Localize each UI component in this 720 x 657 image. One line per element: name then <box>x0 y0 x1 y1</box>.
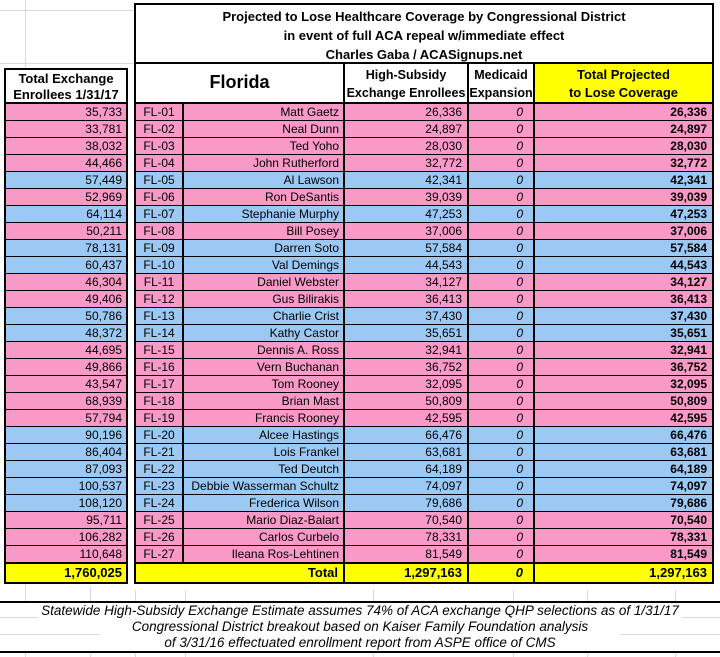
district-row <box>136 495 712 512</box>
left-table-header-cell <box>6 70 126 104</box>
medicaid-header-line1: Medicaid <box>474 68 528 82</box>
left-header-line2: Enrollees 1/31/17 <box>13 87 119 102</box>
high-subsidy-cell[interactable]: 26,336 <box>345 104 469 120</box>
medicaid-header-cell <box>469 64 535 102</box>
district-cell[interactable]: FL-11 <box>136 274 184 290</box>
high-subsidy-cell[interactable]: 24,897 <box>345 121 469 137</box>
high-subsidy-cell[interactable]: 78,331 <box>345 529 469 545</box>
medicaid-header-line2: Expansion <box>469 86 533 100</box>
rep-name-cell[interactable]: Daniel Webster <box>184 274 345 290</box>
district-cell[interactable]: FL-08 <box>136 223 184 239</box>
exchange-enrollees-cell[interactable]: 78,131 <box>6 240 126 257</box>
medicaid-cell[interactable]: 0 <box>469 240 535 256</box>
district-row <box>136 291 712 308</box>
footnote-line3: of 3/31/16 effectuated enrollment report from ASPE office of CMS <box>164 635 556 650</box>
high-subsidy-cell[interactable]: 70,540 <box>345 512 469 528</box>
district-cell[interactable]: FL-27 <box>136 546 184 562</box>
district-cell[interactable]: FL-15 <box>136 342 184 358</box>
rep-name-cell[interactable]: Matt Gaetz <box>184 104 345 120</box>
district-cell[interactable]: FL-05 <box>136 172 184 188</box>
medicaid-cell[interactable]: 0 <box>469 291 535 307</box>
high-subsidy-cell[interactable]: 32,941 <box>345 342 469 358</box>
rep-name-cell[interactable]: Mario Diaz-Balart <box>184 512 345 528</box>
rep-name-cell[interactable]: Carlos Curbelo <box>184 529 345 545</box>
left-table-rows <box>6 104 126 563</box>
medicaid-cell[interactable]: 0 <box>469 308 535 324</box>
district-row <box>136 342 712 359</box>
total-coverage-cell[interactable]: 70,540 <box>670 513 707 527</box>
spreadsheet-gridline <box>620 634 720 635</box>
district-row <box>136 427 712 444</box>
total-coverage-cell[interactable]: 32,772 <box>670 156 707 170</box>
total-coverage-cell[interactable]: 57,584 <box>670 241 707 255</box>
total-coverage-cell[interactable]: 35,651 <box>670 326 707 340</box>
total-coverage-cell[interactable]: 36,413 <box>670 292 707 306</box>
district-row <box>136 410 712 427</box>
exchange-enrollees-cell[interactable]: 87,093 <box>6 461 126 478</box>
high-subsidy-cell[interactable]: 57,584 <box>345 240 469 256</box>
rep-name-cell[interactable]: Darren Soto <box>184 240 345 256</box>
district-cell[interactable]: FL-25 <box>136 512 184 528</box>
exchange-enrollees-cell[interactable]: 60,437 <box>6 257 126 274</box>
total-coverage-cell[interactable]: 78,331 <box>670 530 707 544</box>
medicaid-cell[interactable]: 0 <box>469 325 535 341</box>
total-medicaid-cell[interactable]: 0 <box>469 564 535 582</box>
district-row <box>136 274 712 291</box>
district-cell[interactable]: FL-07 <box>136 206 184 222</box>
medicaid-cell[interactable]: 0 <box>469 342 535 358</box>
district-row <box>136 104 712 121</box>
exchange-enrollees-cell[interactable]: 86,404 <box>6 444 126 461</box>
total-coverage-cell[interactable]: 79,686 <box>670 496 707 510</box>
rep-name-cell[interactable]: Francis Rooney <box>184 410 345 426</box>
district-cell[interactable]: FL-10 <box>136 257 184 273</box>
exchange-enrollees-cell[interactable]: 68,939 <box>6 393 126 410</box>
medicaid-cell[interactable]: 0 <box>469 376 535 392</box>
footnote <box>0 601 720 653</box>
exchange-enrollees-cell[interactable]: 52,969 <box>6 189 126 206</box>
total-coverage-cell[interactable]: 34,127 <box>670 275 707 289</box>
total-coverage-cell[interactable]: 37,430 <box>670 309 707 323</box>
exchange-enrollees-cell[interactable]: 57,794 <box>6 410 126 427</box>
total-high-subsidy-cell[interactable]: 1,297,163 <box>345 564 469 582</box>
medicaid-cell[interactable]: 0 <box>469 512 535 528</box>
rep-name-cell[interactable]: Kathy Castor <box>184 325 345 341</box>
rep-name-cell[interactable]: Ileana Ros-Lehtinen <box>184 546 345 562</box>
rep-name-cell[interactable]: Ted Yoho <box>184 138 345 154</box>
high-subsidy-cell[interactable]: 32,772 <box>345 155 469 171</box>
medicaid-cell[interactable]: 0 <box>469 206 535 222</box>
medicaid-cell[interactable]: 0 <box>469 274 535 290</box>
district-cell[interactable]: FL-02 <box>136 121 184 137</box>
title-line2: in event of full ACA repeal w/immediate effect <box>283 28 565 43</box>
high-subsidy-cell[interactable]: 50,809 <box>345 393 469 409</box>
rep-name-cell[interactable]: Tom Rooney <box>184 376 345 392</box>
medicaid-cell[interactable]: 0 <box>469 121 535 137</box>
rep-name-cell[interactable]: Gus Bilirakis <box>184 291 345 307</box>
total-label-cell[interactable]: Total <box>136 564 345 582</box>
high-subsidy-cell[interactable]: 39,039 <box>345 189 469 205</box>
spreadsheet-gridline <box>0 10 134 11</box>
total-coverage-cell[interactable]: 32,095 <box>670 377 707 391</box>
exchange-enrollees-cell[interactable]: 35,733 <box>6 104 126 121</box>
district-cell[interactable]: FL-06 <box>136 189 184 205</box>
medicaid-cell[interactable]: 0 <box>469 189 535 205</box>
left-header-line1: Total Exchange <box>18 71 114 86</box>
spreadsheet-gridline <box>0 634 100 635</box>
district-cell[interactable]: FL-20 <box>136 427 184 443</box>
exchange-enrollees-cell[interactable]: 46,304 <box>6 274 126 291</box>
rep-name-cell[interactable]: Val Demings <box>184 257 345 273</box>
high-subsidy-cell[interactable]: 37,006 <box>345 223 469 239</box>
rep-name-cell[interactable]: Ron DeSantis <box>184 189 345 205</box>
district-cell[interactable]: FL-17 <box>136 376 184 392</box>
title-line3: Charles Gaba / ACASignups.net <box>325 47 523 62</box>
district-row <box>136 257 712 274</box>
exchange-enrollees-cell[interactable]: 33,781 <box>6 121 126 138</box>
district-row <box>136 138 712 155</box>
total-coverage-cell[interactable]: 81,549 <box>670 547 707 561</box>
high-subsidy-cell[interactable]: 32,095 <box>345 376 469 392</box>
district-row <box>136 155 712 172</box>
rep-name-cell[interactable]: Ted Deutch <box>184 461 345 477</box>
state-header-cell: Florida <box>136 64 345 102</box>
rep-name-cell[interactable]: Lois Frankel <box>184 444 345 460</box>
medicaid-cell[interactable]: 0 <box>469 393 535 409</box>
footnote-line1: Statewide High-Subsidy Exchange Estimate assumes 74% of ACA exchange QHP selections as of 1/31/17 <box>41 603 679 618</box>
exchange-enrollees-cell[interactable]: 64,114 <box>6 206 126 223</box>
district-cell[interactable]: FL-04 <box>136 155 184 171</box>
exchange-enrollees-cell[interactable]: 106,282 <box>6 529 126 546</box>
district-cell[interactable]: FL-03 <box>136 138 184 154</box>
total-projected-cell[interactable]: 1,297,163 <box>649 565 707 580</box>
total-coverage-cell[interactable]: 37,006 <box>670 224 707 238</box>
total-coverage-cell[interactable]: 74,097 <box>670 479 707 493</box>
medicaid-cell[interactable]: 0 <box>469 104 535 120</box>
total-coverage-cell[interactable]: 42,595 <box>670 411 707 425</box>
total-coverage-header-line1: Total Projected <box>577 67 670 82</box>
rep-name-cell[interactable]: Vern Buchanan <box>184 359 345 375</box>
high-subsidy-cell[interactable]: 34,127 <box>345 274 469 290</box>
medicaid-cell[interactable]: 0 <box>469 172 535 188</box>
total-coverage-header-cell <box>535 64 712 102</box>
medicaid-cell[interactable]: 0 <box>469 529 535 545</box>
exchange-enrollees-cell[interactable]: 57,449 <box>6 172 126 189</box>
exchange-enrollees-cell[interactable]: 44,466 <box>6 155 126 172</box>
title-line1: Projected to Lose Healthcare Coverage by Congressional District <box>222 9 626 24</box>
spreadsheet-gridline <box>0 617 38 618</box>
district-row <box>136 308 712 325</box>
spreadsheet-gridline <box>0 63 134 64</box>
total-coverage-cell[interactable]: 64,189 <box>670 462 707 476</box>
district-cell[interactable]: FL-13 <box>136 308 184 324</box>
high-subsidy-cell[interactable]: 44,543 <box>345 257 469 273</box>
total-coverage-cell[interactable]: 24,897 <box>670 122 707 136</box>
high-subsidy-cell[interactable]: 37,430 <box>345 308 469 324</box>
district-row <box>136 376 712 393</box>
district-row <box>136 121 712 138</box>
total-coverage-cell[interactable]: 63,681 <box>670 445 707 459</box>
exchange-enrollees-cell[interactable]: 100,537 <box>6 478 126 495</box>
total-coverage-cell[interactable]: 36,752 <box>670 360 707 374</box>
medicaid-cell[interactable]: 0 <box>469 546 535 562</box>
rep-name-cell[interactable]: Alcee Hastings <box>184 427 345 443</box>
rep-name-cell[interactable]: Brian Mast <box>184 393 345 409</box>
total-coverage-cell[interactable]: 28,030 <box>670 139 707 153</box>
district-row <box>136 393 712 410</box>
district-row <box>136 240 712 257</box>
district-cell[interactable]: FL-19 <box>136 410 184 426</box>
district-row <box>136 444 712 461</box>
high-subsidy-header-line1: High-Subsidy <box>365 68 447 82</box>
district-cell[interactable]: FL-22 <box>136 461 184 477</box>
exchange-enrollees-cell[interactable]: 50,211 <box>6 223 126 240</box>
rep-name-cell[interactable]: John Rutherford <box>184 155 345 171</box>
high-subsidy-cell[interactable]: 35,651 <box>345 325 469 341</box>
exchange-enrollees-cell[interactable]: 48,372 <box>6 325 126 342</box>
rep-name-cell[interactable]: Al Lawson <box>184 172 345 188</box>
exchange-enrollees-cell[interactable]: 50,786 <box>6 308 126 325</box>
total-coverage-cell[interactable]: 42,341 <box>670 173 707 187</box>
exchange-enrollees-cell[interactable]: 95,711 <box>6 512 126 529</box>
district-row <box>136 546 712 563</box>
left-table <box>4 68 128 584</box>
high-subsidy-header-line2: Exchange Enrollees <box>346 86 466 100</box>
high-subsidy-cell[interactable]: 36,752 <box>345 359 469 375</box>
district-cell[interactable]: FL-14 <box>136 325 184 341</box>
medicaid-cell[interactable]: 0 <box>469 410 535 426</box>
rep-name-cell[interactable]: Bill Posey <box>184 223 345 239</box>
medicaid-cell[interactable]: 0 <box>469 138 535 154</box>
table-title-cell <box>136 5 712 64</box>
medicaid-cell[interactable]: 0 <box>469 155 535 171</box>
spreadsheet-gridline <box>682 617 720 618</box>
high-subsidy-cell[interactable]: 28,030 <box>345 138 469 154</box>
main-table <box>134 3 714 584</box>
district-row <box>136 206 712 223</box>
district-row <box>136 512 712 529</box>
exchange-enrollees-cell[interactable]: 110,648 <box>6 546 126 563</box>
rep-name-cell[interactable]: Charlie Crist <box>184 308 345 324</box>
exchange-enrollees-cell[interactable]: 49,406 <box>6 291 126 308</box>
total-coverage-cell[interactable]: 66,476 <box>670 428 707 442</box>
district-row <box>136 325 712 342</box>
rep-name-cell[interactable]: Stephanie Murphy <box>184 206 345 222</box>
district-cell[interactable]: FL-21 <box>136 444 184 460</box>
exchange-enrollees-cell[interactable]: 44,695 <box>6 342 126 359</box>
total-coverage-cell[interactable]: 44,543 <box>670 258 707 272</box>
high-subsidy-header-cell <box>345 64 469 102</box>
high-subsidy-cell[interactable]: 64,189 <box>345 461 469 477</box>
medicaid-cell[interactable]: 0 <box>469 444 535 460</box>
district-cell[interactable]: FL-12 <box>136 291 184 307</box>
district-cell[interactable]: FL-01 <box>136 104 184 120</box>
rep-name-cell[interactable]: Frederica Wilson <box>184 495 345 511</box>
exchange-enrollees-cell[interactable]: 108,120 <box>6 495 126 512</box>
medicaid-cell[interactable]: 0 <box>469 461 535 477</box>
column-header-row <box>136 64 712 104</box>
medicaid-cell[interactable]: 0 <box>469 359 535 375</box>
total-coverage-cell[interactable]: 39,039 <box>670 190 707 204</box>
high-subsidy-cell[interactable]: 42,341 <box>345 172 469 188</box>
medicaid-cell[interactable]: 0 <box>469 257 535 273</box>
total-coverage-cell[interactable]: 26,336 <box>670 105 707 119</box>
district-row <box>136 172 712 189</box>
exchange-enrollees-cell[interactable]: 90,196 <box>6 427 126 444</box>
total-coverage-cell[interactable]: 50,809 <box>670 394 707 408</box>
rep-name-cell[interactable]: Dennis A. Ross <box>184 342 345 358</box>
total-row <box>136 563 712 582</box>
high-subsidy-cell[interactable]: 79,686 <box>345 495 469 511</box>
medicaid-cell[interactable]: 0 <box>469 427 535 443</box>
district-cell[interactable]: FL-23 <box>136 478 184 494</box>
district-row <box>136 189 712 206</box>
district-cell[interactable]: FL-18 <box>136 393 184 409</box>
district-cell[interactable]: FL-24 <box>136 495 184 511</box>
footnote-line2: Congressional District breakout based on Kaiser Family Foundation analysis <box>131 619 589 634</box>
district-row <box>136 478 712 495</box>
high-subsidy-cell[interactable]: 66,476 <box>345 427 469 443</box>
high-subsidy-cell[interactable]: 63,681 <box>345 444 469 460</box>
medicaid-cell[interactable]: 0 <box>469 223 535 239</box>
medicaid-cell[interactable]: 0 <box>469 478 535 494</box>
high-subsidy-cell[interactable]: 74,097 <box>345 478 469 494</box>
left-table-total-cell[interactable]: 1,760,025 <box>6 563 126 582</box>
high-subsidy-cell[interactable]: 81,549 <box>345 546 469 562</box>
main-table-rows <box>136 104 712 563</box>
total-coverage-header-line2: to Lose Coverage <box>568 85 679 100</box>
district-cell[interactable]: FL-16 <box>136 359 184 375</box>
district-row <box>136 359 712 376</box>
high-subsidy-cell[interactable]: 36,413 <box>345 291 469 307</box>
exchange-enrollees-cell[interactable]: 49,866 <box>6 359 126 376</box>
district-row <box>136 461 712 478</box>
district-row <box>136 529 712 546</box>
rep-name-cell[interactable]: Debbie Wasserman Schultz <box>184 478 345 494</box>
district-row <box>136 223 712 240</box>
rep-name-cell[interactable]: Neal Dunn <box>184 121 345 137</box>
total-coverage-cell[interactable]: 32,941 <box>670 343 707 357</box>
district-cell[interactable]: FL-09 <box>136 240 184 256</box>
total-coverage-cell[interactable]: 47,253 <box>670 207 707 221</box>
exchange-enrollees-cell[interactable]: 38,032 <box>6 138 126 155</box>
high-subsidy-cell[interactable]: 42,595 <box>345 410 469 426</box>
exchange-enrollees-cell[interactable]: 43,547 <box>6 376 126 393</box>
high-subsidy-cell[interactable]: 47,253 <box>345 206 469 222</box>
district-cell[interactable]: FL-26 <box>136 529 184 545</box>
medicaid-cell[interactable]: 0 <box>469 495 535 511</box>
